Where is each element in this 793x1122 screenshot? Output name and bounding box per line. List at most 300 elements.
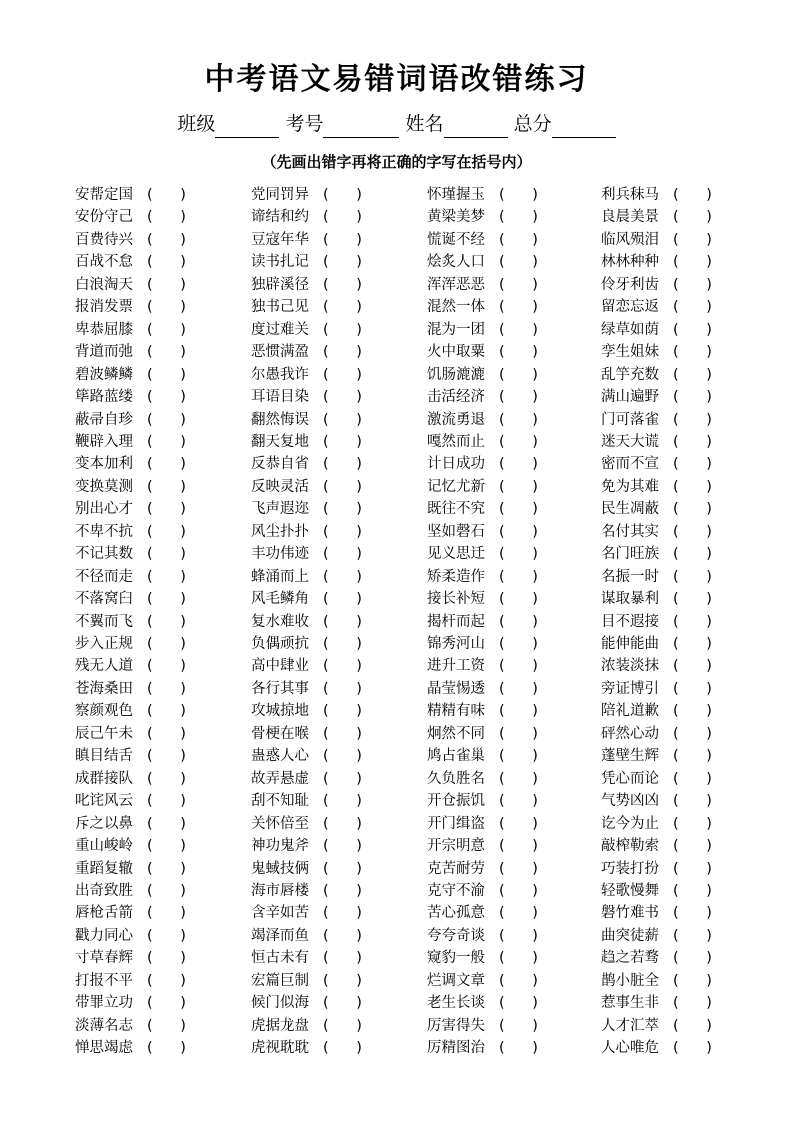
erroneous-word: 虎视耽耽 bbox=[251, 1040, 309, 1057]
answer-parentheses[interactable]: ( ) bbox=[323, 636, 362, 652]
answer-parentheses[interactable]: ( ) bbox=[323, 950, 362, 967]
answer-parentheses[interactable]: ( ) bbox=[323, 748, 362, 765]
answer-parentheses[interactable]: ( ) bbox=[323, 299, 362, 316]
erroneous-word: 嘎然而止 bbox=[427, 433, 485, 450]
erroneous-word: 翻天复地 bbox=[251, 433, 309, 450]
word-item bbox=[75, 364, 186, 386]
word-item bbox=[427, 453, 538, 475]
answer-parentheses[interactable]: ( ) bbox=[673, 568, 712, 585]
answer-parentheses[interactable]: ( ) bbox=[147, 950, 186, 967]
word-item bbox=[427, 902, 538, 924]
answer-parentheses[interactable]: ( ) bbox=[673, 658, 712, 675]
answer-parentheses[interactable]: ( ) bbox=[499, 591, 538, 608]
answer-parentheses[interactable]: ( ) bbox=[147, 725, 186, 742]
word-item bbox=[427, 723, 538, 745]
answer-parentheses[interactable]: ( ) bbox=[147, 658, 186, 675]
answer-parentheses[interactable]: ( ) bbox=[147, 456, 186, 473]
answer-parentheses[interactable]: ( ) bbox=[499, 209, 538, 226]
erroneous-word: 名门旺族 bbox=[601, 546, 659, 563]
answer-parentheses[interactable]: ( ) bbox=[673, 209, 712, 226]
erroneous-word: 久负胜名 bbox=[427, 770, 485, 787]
word-item bbox=[251, 386, 362, 408]
erroneous-word: 百费待兴 bbox=[75, 231, 133, 248]
answer-parentheses[interactable]: ( ) bbox=[323, 995, 362, 1012]
answer-parentheses[interactable]: ( ) bbox=[147, 927, 186, 944]
erroneous-word: 既往不究 bbox=[427, 501, 485, 518]
word-item bbox=[601, 992, 712, 1014]
answer-parentheses[interactable]: ( ) bbox=[147, 703, 186, 720]
answer-parentheses[interactable]: ( ) bbox=[323, 366, 362, 383]
erroneous-word: 含辛如苦 bbox=[251, 905, 309, 922]
answer-parentheses[interactable]: ( ) bbox=[147, 838, 186, 855]
answer-parentheses[interactable]: ( ) bbox=[323, 725, 362, 742]
word-item bbox=[75, 925, 186, 947]
answer-parentheses[interactable]: ( ) bbox=[499, 254, 538, 271]
word-item bbox=[601, 655, 712, 677]
answer-parentheses[interactable]: ( ) bbox=[499, 501, 538, 518]
exercise-grid bbox=[75, 184, 775, 1064]
answer-parentheses[interactable]: ( ) bbox=[147, 1017, 186, 1034]
number-label: 考号 bbox=[285, 113, 324, 135]
word-item bbox=[251, 543, 362, 565]
answer-parentheses[interactable]: ( ) bbox=[147, 860, 186, 877]
erroneous-word: 斥之以鼻 bbox=[75, 815, 133, 832]
erroneous-word: 变换莫测 bbox=[75, 478, 133, 495]
answer-parentheses[interactable]: ( ) bbox=[323, 1017, 362, 1034]
answer-parentheses[interactable]: ( ) bbox=[673, 838, 712, 855]
erroneous-word: 浓装淡抹 bbox=[601, 658, 659, 675]
word-item bbox=[75, 296, 186, 318]
word-item bbox=[427, 386, 538, 408]
answer-parentheses[interactable]: ( ) bbox=[147, 995, 186, 1012]
answer-parentheses[interactable]: ( ) bbox=[499, 187, 538, 203]
page-title: 中考语文易错词语改错练习 bbox=[204, 62, 589, 97]
answer-parentheses[interactable]: ( ) bbox=[673, 276, 712, 293]
answer-parentheses[interactable]: ( ) bbox=[673, 950, 712, 967]
erroneous-word: 陪礼道歉 bbox=[601, 703, 659, 720]
word-item bbox=[75, 409, 186, 431]
answer-parentheses[interactable]: ( ) bbox=[499, 389, 538, 406]
answer-parentheses[interactable]: ( ) bbox=[673, 860, 712, 877]
erroneous-word: 骨梗在喉 bbox=[251, 725, 309, 742]
answer-parentheses[interactable]: ( ) bbox=[323, 703, 362, 720]
erroneous-word: 火中取粟 bbox=[427, 344, 485, 361]
answer-parentheses[interactable]: ( ) bbox=[323, 231, 362, 248]
word-item bbox=[75, 319, 186, 341]
answer-parentheses[interactable]: ( ) bbox=[673, 927, 712, 944]
word-item bbox=[427, 768, 538, 790]
answer-parentheses[interactable]: ( ) bbox=[323, 187, 362, 203]
answer-parentheses[interactable]: ( ) bbox=[673, 501, 712, 518]
word-item bbox=[251, 858, 362, 880]
erroneous-word: 锦秀河山 bbox=[427, 636, 485, 652]
answer-parentheses[interactable]: ( ) bbox=[673, 591, 712, 608]
erroneous-word: 独书己见 bbox=[251, 299, 309, 316]
answer-parentheses[interactable]: ( ) bbox=[673, 523, 712, 540]
erroneous-word: 负偶顽抗 bbox=[251, 636, 309, 652]
answer-parentheses[interactable]: ( ) bbox=[673, 478, 712, 495]
answer-parentheses[interactable]: ( ) bbox=[323, 546, 362, 563]
erroneous-word: 晶莹惕透 bbox=[427, 680, 485, 697]
word-item bbox=[251, 364, 362, 386]
answer-parentheses[interactable]: ( ) bbox=[147, 546, 186, 563]
answer-parentheses[interactable]: ( ) bbox=[499, 748, 538, 765]
answer-parentheses[interactable]: ( ) bbox=[673, 433, 712, 450]
word-item bbox=[251, 229, 362, 251]
word-item bbox=[75, 902, 186, 924]
answer-parentheses[interactable]: ( ) bbox=[499, 995, 538, 1012]
answer-parentheses[interactable]: ( ) bbox=[499, 276, 538, 293]
score-blank bbox=[552, 115, 616, 138]
word-item bbox=[75, 880, 186, 902]
word-item bbox=[251, 319, 362, 341]
word-item bbox=[251, 566, 362, 588]
word-item bbox=[601, 206, 712, 228]
answer-parentheses[interactable]: ( ) bbox=[147, 1040, 186, 1057]
word-item bbox=[75, 992, 186, 1014]
word-item bbox=[251, 790, 362, 812]
answer-parentheses[interactable]: ( ) bbox=[499, 1040, 538, 1057]
answer-parentheses[interactable]: ( ) bbox=[323, 793, 362, 810]
erroneous-word: 尔愚我诈 bbox=[251, 366, 309, 383]
answer-parentheses[interactable]: ( ) bbox=[147, 389, 186, 406]
answer-parentheses[interactable]: ( ) bbox=[673, 344, 712, 361]
answer-parentheses[interactable]: ( ) bbox=[323, 276, 362, 293]
answer-parentheses[interactable]: ( ) bbox=[147, 411, 186, 428]
word-item bbox=[251, 611, 362, 633]
erroneous-word: 不翼而飞 bbox=[75, 613, 133, 630]
word-item bbox=[427, 992, 538, 1014]
answer-parentheses[interactable]: ( ) bbox=[499, 568, 538, 585]
answer-parentheses[interactable]: ( ) bbox=[673, 321, 712, 338]
answer-parentheses[interactable]: ( ) bbox=[499, 680, 538, 697]
word-item bbox=[251, 813, 362, 835]
word-item bbox=[427, 611, 538, 633]
erroneous-word: 伶牙利齿 bbox=[601, 276, 659, 293]
student-info-line bbox=[0, 110, 793, 138]
word-item bbox=[427, 880, 538, 902]
answer-parentheses[interactable]: ( ) bbox=[673, 905, 712, 922]
answer-parentheses[interactable]: ( ) bbox=[499, 456, 538, 473]
answer-parentheses[interactable]: ( ) bbox=[673, 366, 712, 383]
word-item bbox=[427, 588, 538, 610]
erroneous-word: 海市唇楼 bbox=[251, 882, 309, 899]
word-item bbox=[75, 274, 186, 296]
answer-parentheses[interactable]: ( ) bbox=[499, 950, 538, 967]
word-item bbox=[601, 678, 712, 700]
answer-parentheses[interactable]: ( ) bbox=[673, 411, 712, 428]
word-item bbox=[75, 1037, 186, 1059]
word-item bbox=[251, 1037, 362, 1059]
answer-parentheses[interactable]: ( ) bbox=[673, 1017, 712, 1034]
word-item bbox=[601, 341, 712, 363]
erroneous-word: 凭心而论 bbox=[601, 770, 659, 787]
word-item bbox=[601, 386, 712, 408]
erroneous-word: 风尘扑扑 bbox=[251, 523, 309, 540]
answer-parentheses[interactable]: ( ) bbox=[499, 770, 538, 787]
answer-parentheses[interactable]: ( ) bbox=[673, 703, 712, 720]
erroneous-word: 瞋目结舌 bbox=[75, 748, 133, 765]
erroneous-word: 辰己午未 bbox=[75, 725, 133, 742]
answer-parentheses[interactable]: ( ) bbox=[323, 1040, 362, 1057]
word-item bbox=[251, 498, 362, 520]
erroneous-word: 白浪淘天 bbox=[75, 276, 133, 293]
answer-parentheses[interactable]: ( ) bbox=[499, 860, 538, 877]
answer-parentheses[interactable]: ( ) bbox=[673, 972, 712, 989]
erroneous-word: 进升工资 bbox=[427, 658, 485, 675]
answer-parentheses[interactable]: ( ) bbox=[323, 838, 362, 855]
word-item bbox=[251, 588, 362, 610]
erroneous-word: 敲榨勒索 bbox=[601, 838, 659, 855]
answer-parentheses[interactable]: ( ) bbox=[673, 793, 712, 810]
answer-parentheses[interactable]: ( ) bbox=[499, 793, 538, 810]
answer-parentheses[interactable]: ( ) bbox=[147, 433, 186, 450]
answer-parentheses[interactable]: ( ) bbox=[147, 972, 186, 989]
answer-parentheses[interactable]: ( ) bbox=[499, 927, 538, 944]
answer-parentheses[interactable]: ( ) bbox=[499, 411, 538, 428]
answer-parentheses[interactable]: ( ) bbox=[147, 231, 186, 248]
erroneous-word: 关怀倍至 bbox=[251, 815, 309, 832]
erroneous-word: 复水难收 bbox=[251, 613, 309, 630]
answer-parentheses[interactable]: ( ) bbox=[147, 366, 186, 383]
score-label: 总分 bbox=[513, 113, 552, 135]
erroneous-word: 孪生姐妹 bbox=[601, 344, 659, 361]
word-item bbox=[427, 947, 538, 969]
answer-parentheses[interactable]: ( ) bbox=[323, 972, 362, 989]
answer-parentheses[interactable]: ( ) bbox=[323, 501, 362, 518]
word-item bbox=[601, 790, 712, 812]
word-item bbox=[75, 768, 186, 790]
answer-parentheses[interactable]: ( ) bbox=[323, 478, 362, 495]
erroneous-word: 林林种种 bbox=[601, 254, 659, 271]
erroneous-word: 开宗明意 bbox=[427, 838, 485, 855]
word-item bbox=[427, 274, 538, 296]
instruction-text: （先画出错字再将正确的字写在括号内） bbox=[261, 153, 532, 171]
answer-parentheses[interactable]: ( ) bbox=[323, 882, 362, 899]
answer-parentheses[interactable]: ( ) bbox=[323, 568, 362, 585]
answer-parentheses[interactable]: ( ) bbox=[147, 478, 186, 495]
word-item bbox=[75, 386, 186, 408]
word-item bbox=[75, 835, 186, 857]
answer-parentheses[interactable]: ( ) bbox=[499, 658, 538, 675]
erroneous-word: 民生凋蔽 bbox=[601, 501, 659, 518]
answer-parentheses[interactable]: ( ) bbox=[147, 815, 186, 832]
word-item bbox=[427, 206, 538, 228]
erroneous-word: 背道而弛 bbox=[75, 344, 133, 361]
erroneous-word: 蜂涌而上 bbox=[251, 568, 309, 585]
erroneous-word: 旁证博引 bbox=[601, 680, 659, 697]
word-item bbox=[251, 768, 362, 790]
answer-parentheses[interactable]: ( ) bbox=[147, 680, 186, 697]
word-item bbox=[427, 1037, 538, 1059]
answer-parentheses[interactable]: ( ) bbox=[673, 815, 712, 832]
word-item bbox=[251, 700, 362, 722]
answer-parentheses[interactable]: ( ) bbox=[323, 254, 362, 271]
answer-parentheses[interactable]: ( ) bbox=[499, 523, 538, 540]
answer-parentheses[interactable]: ( ) bbox=[673, 613, 712, 630]
erroneous-word: 密而不宣 bbox=[601, 456, 659, 473]
answer-parentheses[interactable]: ( ) bbox=[323, 613, 362, 630]
answer-parentheses[interactable]: ( ) bbox=[323, 815, 362, 832]
answer-parentheses[interactable]: ( ) bbox=[147, 299, 186, 316]
answer-parentheses[interactable]: ( ) bbox=[499, 905, 538, 922]
erroneous-word: 带罪立功 bbox=[75, 995, 133, 1012]
answer-parentheses[interactable]: ( ) bbox=[323, 344, 362, 361]
answer-parentheses[interactable]: ( ) bbox=[323, 927, 362, 944]
answer-parentheses[interactable]: ( ) bbox=[673, 389, 712, 406]
erroneous-word: 碧波鳞鳞 bbox=[75, 366, 133, 383]
answer-parentheses[interactable]: ( ) bbox=[499, 725, 538, 742]
answer-parentheses[interactable]: ( ) bbox=[323, 905, 362, 922]
erroneous-word: 苍海桑田 bbox=[75, 680, 133, 697]
word-item bbox=[601, 588, 712, 610]
answer-parentheses[interactable]: ( ) bbox=[323, 209, 362, 226]
answer-parentheses[interactable]: ( ) bbox=[323, 680, 362, 697]
word-item bbox=[251, 835, 362, 857]
answer-parentheses[interactable]: ( ) bbox=[147, 905, 186, 922]
word-item bbox=[75, 947, 186, 969]
erroneous-word: 竭泽而鱼 bbox=[251, 927, 309, 944]
answer-parentheses[interactable]: ( ) bbox=[147, 770, 186, 787]
answer-parentheses[interactable]: ( ) bbox=[147, 344, 186, 361]
erroneous-word: 烂调文章 bbox=[427, 972, 485, 989]
erroneous-word: 打报不平 bbox=[75, 972, 133, 989]
answer-parentheses[interactable]: ( ) bbox=[673, 1040, 712, 1057]
word-item bbox=[251, 947, 362, 969]
word-item bbox=[75, 229, 186, 251]
answer-parentheses[interactable]: ( ) bbox=[147, 501, 186, 518]
word-item bbox=[75, 745, 186, 767]
answer-parentheses[interactable]: ( ) bbox=[673, 882, 712, 899]
word-item bbox=[601, 184, 712, 206]
answer-parentheses[interactable]: ( ) bbox=[673, 456, 712, 473]
erroneous-word: 接长补短 bbox=[427, 591, 485, 608]
answer-parentheses[interactable]: ( ) bbox=[147, 321, 186, 338]
answer-parentheses[interactable]: ( ) bbox=[323, 658, 362, 675]
erroneous-word: 百战不怠 bbox=[75, 254, 133, 271]
erroneous-word: 淡薄名志 bbox=[75, 1017, 133, 1034]
number-blank bbox=[323, 115, 399, 138]
answer-parentheses[interactable]: ( ) bbox=[499, 636, 538, 652]
answer-parentheses[interactable]: ( ) bbox=[147, 748, 186, 765]
answer-parentheses[interactable]: ( ) bbox=[673, 231, 712, 248]
answer-parentheses[interactable]: ( ) bbox=[499, 882, 538, 899]
answer-parentheses[interactable]: ( ) bbox=[499, 478, 538, 495]
answer-parentheses[interactable]: ( ) bbox=[323, 770, 362, 787]
erroneous-word: 不卑不抗 bbox=[75, 523, 133, 540]
word-item bbox=[75, 476, 186, 498]
answer-parentheses[interactable]: ( ) bbox=[147, 882, 186, 899]
answer-parentheses[interactable]: ( ) bbox=[323, 456, 362, 473]
word-item bbox=[75, 611, 186, 633]
answer-parentheses[interactable]: ( ) bbox=[323, 591, 362, 608]
answer-parentheses[interactable]: ( ) bbox=[147, 254, 186, 271]
answer-parentheses[interactable]: ( ) bbox=[147, 636, 186, 652]
erroneous-word: 老生长谈 bbox=[427, 995, 485, 1012]
answer-parentheses[interactable]: ( ) bbox=[499, 433, 538, 450]
erroneous-word: 各行其事 bbox=[251, 680, 309, 697]
answer-parentheses[interactable]: ( ) bbox=[147, 209, 186, 226]
answer-parentheses[interactable]: ( ) bbox=[673, 636, 712, 652]
answer-parentheses[interactable]: ( ) bbox=[499, 366, 538, 383]
answer-parentheses[interactable]: ( ) bbox=[673, 725, 712, 742]
answer-parentheses[interactable]: ( ) bbox=[499, 838, 538, 855]
answer-parentheses[interactable]: ( ) bbox=[323, 523, 362, 540]
answer-parentheses[interactable]: ( ) bbox=[499, 613, 538, 630]
answer-parentheses[interactable]: ( ) bbox=[147, 793, 186, 810]
answer-parentheses[interactable]: ( ) bbox=[673, 187, 712, 203]
answer-parentheses[interactable]: ( ) bbox=[499, 546, 538, 563]
word-item bbox=[75, 206, 186, 228]
answer-parentheses[interactable]: ( ) bbox=[147, 568, 186, 585]
answer-parentheses[interactable]: ( ) bbox=[499, 321, 538, 338]
erroneous-word: 名付其实 bbox=[601, 523, 659, 540]
erroneous-word: 乱竽充数 bbox=[601, 366, 659, 383]
word-item bbox=[75, 566, 186, 588]
erroneous-word: 谋取暴利 bbox=[601, 591, 659, 608]
erroneous-word: 别出心才 bbox=[75, 501, 133, 518]
erroneous-word: 夸夸奇谈 bbox=[427, 927, 485, 944]
erroneous-word: 鬼蜮技俩 bbox=[251, 860, 309, 877]
erroneous-word: 克守不渝 bbox=[427, 882, 485, 899]
answer-parentheses[interactable]: ( ) bbox=[147, 276, 186, 293]
word-item bbox=[601, 453, 712, 475]
answer-parentheses[interactable]: ( ) bbox=[673, 546, 712, 563]
answer-parentheses[interactable]: ( ) bbox=[323, 433, 362, 450]
erroneous-word: 蓬壁生辉 bbox=[601, 748, 659, 765]
word-item bbox=[251, 655, 362, 677]
answer-parentheses[interactable]: ( ) bbox=[147, 591, 186, 608]
erroneous-word: 怀瑾握玉 bbox=[427, 187, 485, 203]
answer-parentheses[interactable]: ( ) bbox=[673, 680, 712, 697]
answer-parentheses[interactable]: ( ) bbox=[673, 748, 712, 765]
answer-parentheses[interactable]: ( ) bbox=[673, 995, 712, 1012]
answer-parentheses[interactable]: ( ) bbox=[147, 187, 186, 203]
answer-parentheses[interactable]: ( ) bbox=[147, 613, 186, 630]
answer-parentheses[interactable]: ( ) bbox=[673, 770, 712, 787]
answer-parentheses[interactable]: ( ) bbox=[673, 254, 712, 271]
erroneous-word: 能伸能曲 bbox=[601, 636, 659, 652]
answer-parentheses[interactable]: ( ) bbox=[499, 972, 538, 989]
answer-parentheses[interactable]: ( ) bbox=[323, 411, 362, 428]
answer-parentheses[interactable]: ( ) bbox=[499, 299, 538, 316]
answer-parentheses[interactable]: ( ) bbox=[673, 299, 712, 316]
answer-parentheses[interactable]: ( ) bbox=[499, 231, 538, 248]
erroneous-word: 刮不知耻 bbox=[251, 793, 309, 810]
answer-parentheses[interactable]: ( ) bbox=[147, 523, 186, 540]
erroneous-word: 人心唯危 bbox=[601, 1040, 659, 1057]
word-item bbox=[601, 858, 712, 880]
word-item bbox=[75, 431, 186, 453]
word-item bbox=[251, 409, 362, 431]
answer-parentheses[interactable]: ( ) bbox=[323, 860, 362, 877]
word-item bbox=[601, 925, 712, 947]
answer-parentheses[interactable]: ( ) bbox=[499, 703, 538, 720]
answer-parentheses[interactable]: ( ) bbox=[499, 1017, 538, 1034]
answer-parentheses[interactable]: ( ) bbox=[499, 344, 538, 361]
word-item bbox=[601, 521, 712, 543]
word-item bbox=[601, 970, 712, 992]
word-item bbox=[601, 768, 712, 790]
word-item bbox=[251, 184, 362, 206]
erroneous-word: 击活经济 bbox=[427, 389, 485, 406]
word-item bbox=[601, 813, 712, 835]
answer-parentheses[interactable]: ( ) bbox=[323, 389, 362, 406]
answer-parentheses[interactable]: ( ) bbox=[323, 321, 362, 338]
word-item bbox=[427, 813, 538, 835]
word-item bbox=[251, 678, 362, 700]
answer-parentheses[interactable]: ( ) bbox=[499, 815, 538, 832]
